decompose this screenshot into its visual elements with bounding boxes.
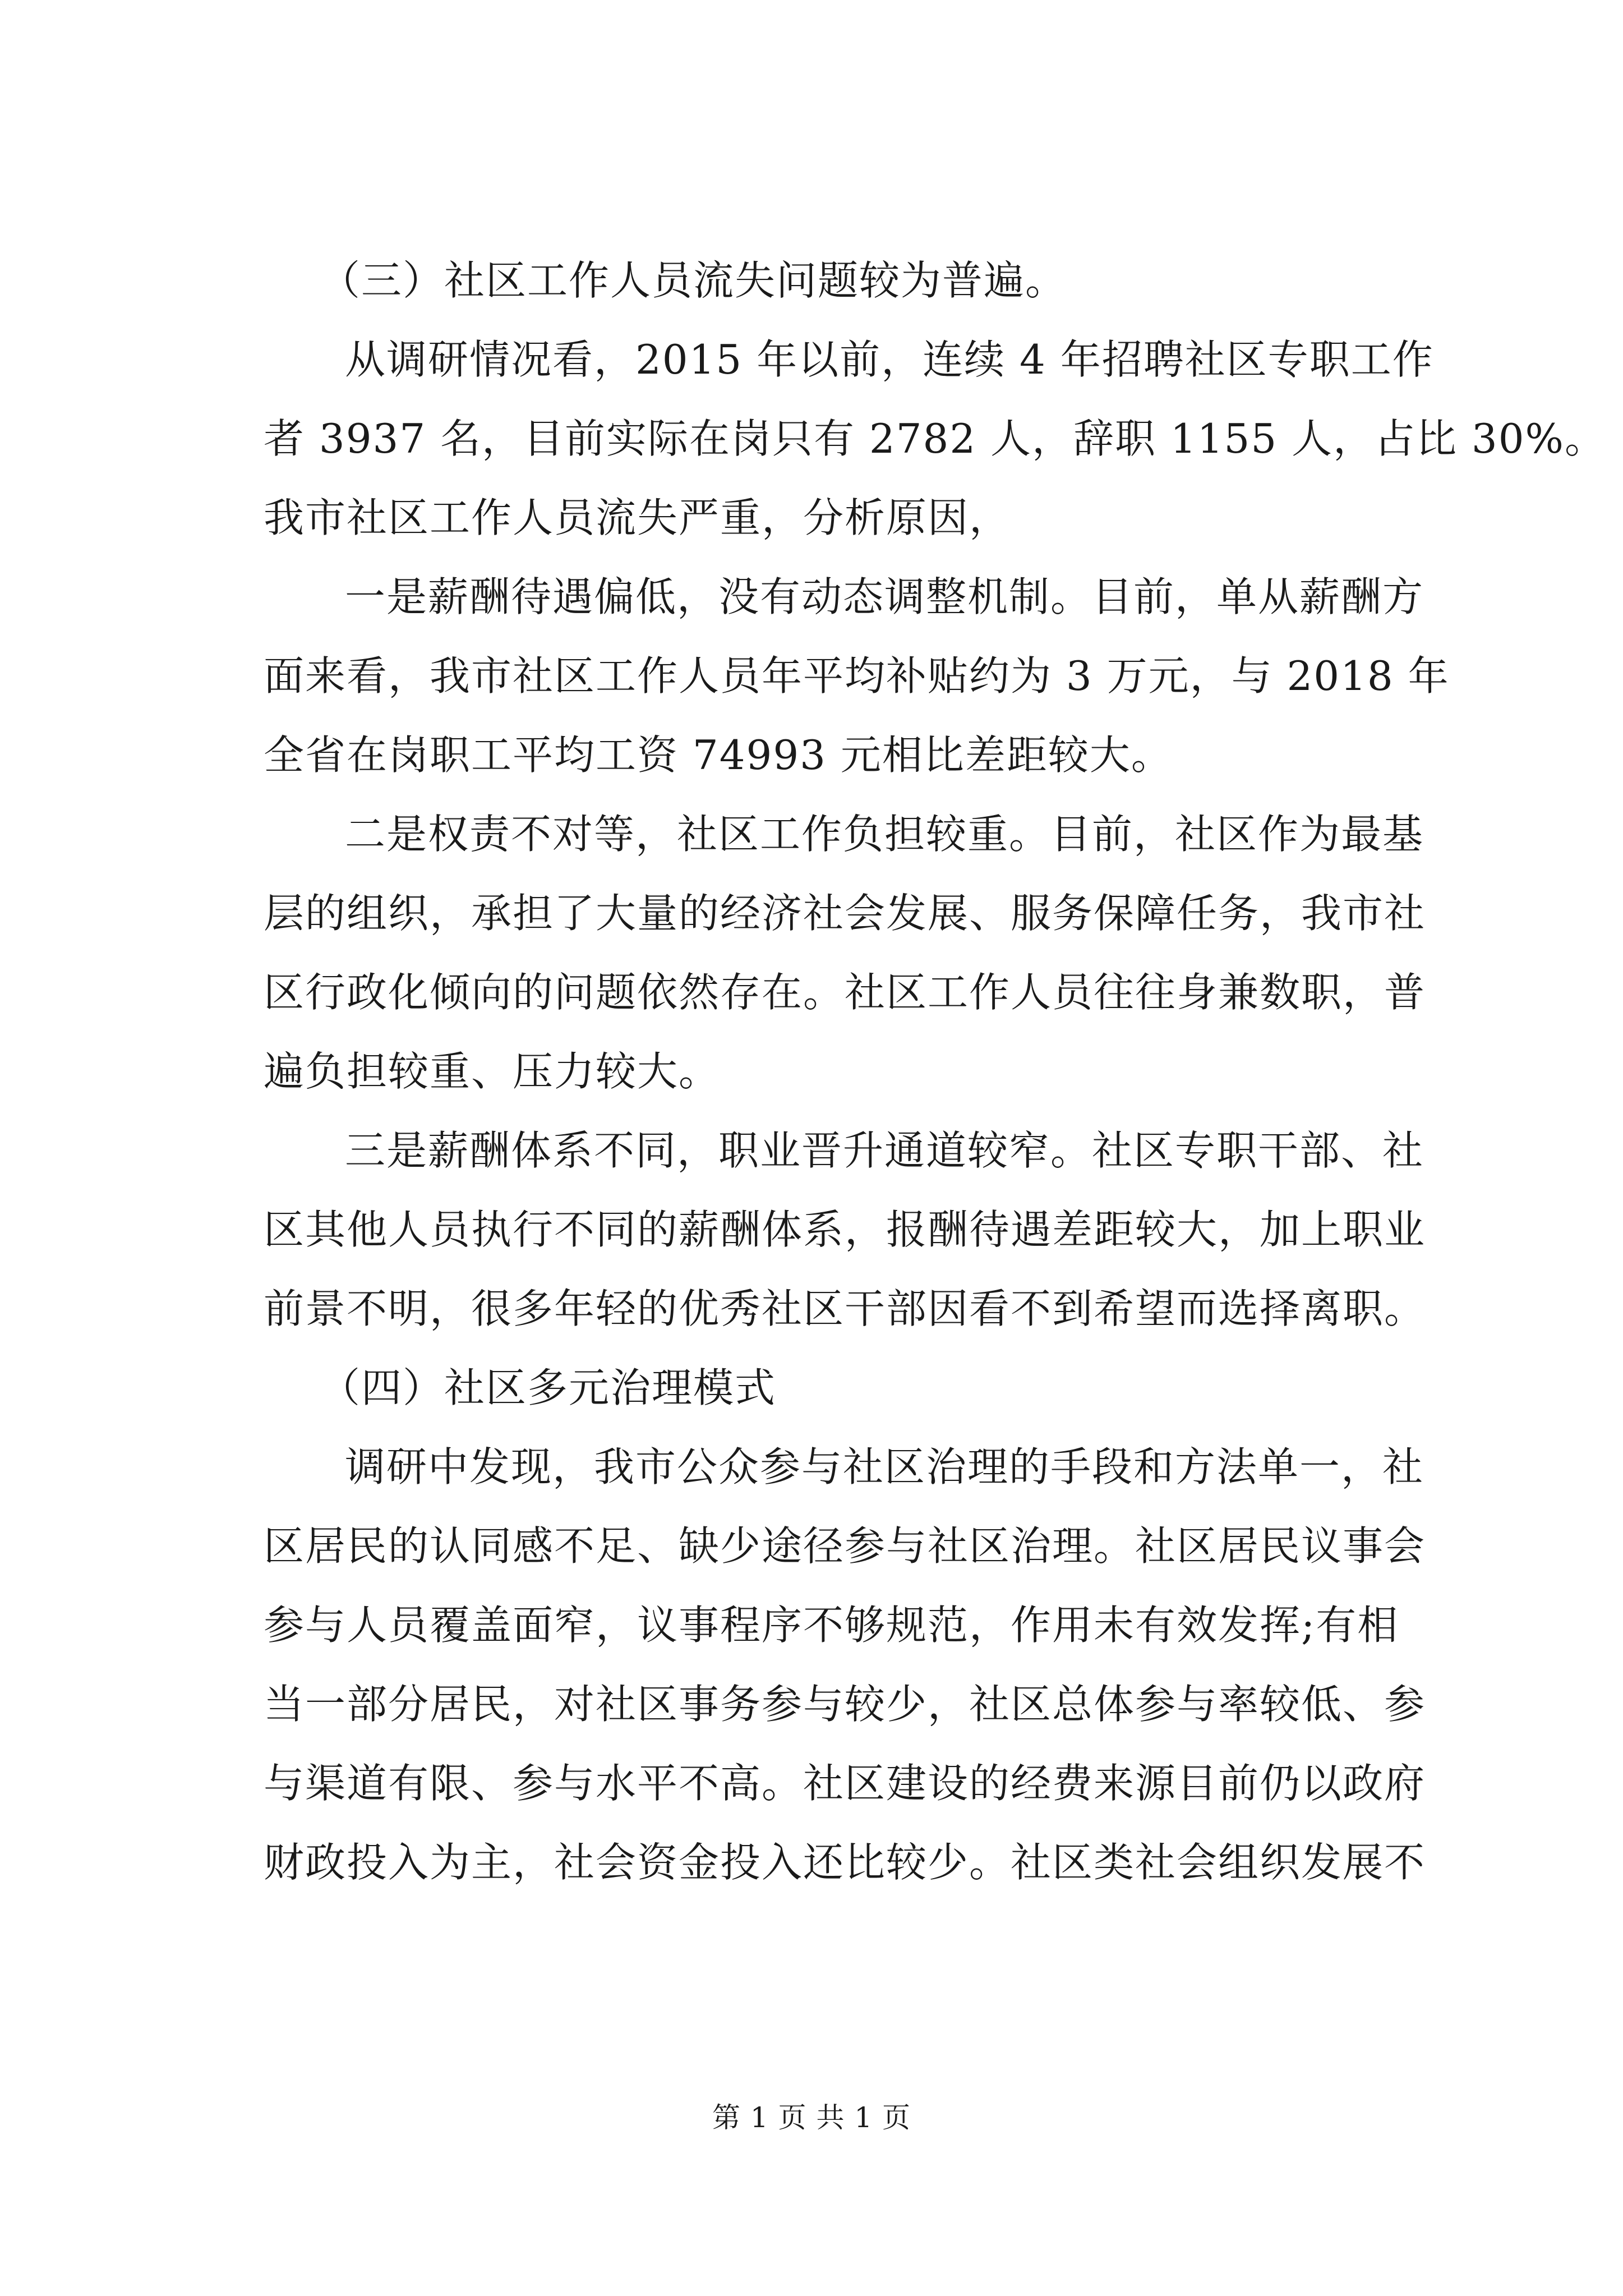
paragraph-line: 区其他人员执行不同的薪酬体系，报酬待遇差距较大，加上职业 — [264, 1206, 1426, 1253]
paragraph-line: 全省在岗职工平均工资 74993 元相比差距较大。 — [264, 731, 1173, 779]
paragraph-line: 与渠道有限、参与水平不高。社区建设的经费来源目前仍以政府 — [264, 1760, 1426, 1807]
paragraph-line: 面来看，我市社区工作人员年平均补贴约为 3 万元，与 2018 年 — [264, 652, 1450, 700]
document-body — [264, 241, 1606, 1902]
paragraph-line: 前景不明，很多年轻的优秀社区干部因看不到希望而选择离职。 — [264, 1285, 1426, 1332]
paragraph-line: 参与人员覆盖面窄，议事程序不够规范，作用未有效发挥;有相 — [264, 1602, 1399, 1649]
page-footer: 第 1 页 共 1 页 — [712, 2101, 911, 2134]
paragraph-line: 三是薪酬体系不同，职业晋升通道较窄。社区专职干部、社 — [345, 1127, 1424, 1174]
paragraph-line: 我市社区工作人员流失严重，分析原因， — [264, 494, 1011, 541]
paragraph-line: 遍负担较重、压力较大。 — [264, 1048, 721, 1095]
paragraph-line: 从调研情况看，2015 年以前，连续 4 年招聘社区专职工作 — [345, 336, 1434, 383]
paragraph-line: 区行政化倾向的问题依然存在。社区工作人员往往身兼数职，普 — [264, 969, 1426, 1016]
paragraph-line: 当一部分居民，对社区事务参与较少，社区总体参与率较低、参 — [264, 1681, 1426, 1728]
paragraph-line: 层的组织，承担了大量的经济社会发展、服务保障任务，我市社 — [264, 890, 1426, 937]
paragraph-line: 一是薪酬待遇偏低，没有动态调整机制。目前，单从薪酬方 — [345, 573, 1424, 620]
section-heading: （四）社区多元治理模式 — [320, 1364, 777, 1411]
paragraph-line: 区居民的认同感不足、缺少途径参与社区治理。社区居民议事会 — [264, 1522, 1426, 1570]
paragraph-line: 者 3937 名，目前实际在岗只有 2782 人，辞职 1155 人，占比 30%。 — [264, 415, 1606, 462]
section-heading: （三）社区工作人员流失问题较为普遍。 — [320, 257, 1067, 304]
paragraph-line: 调研中发现，我市公众参与社区治理的手段和方法单一，社 — [345, 1443, 1424, 1490]
paragraph-line: 财政投入为主，社会资金投入还比较少。社区类社会组织发展不 — [264, 1839, 1426, 1886]
paragraph-line: 二是权责不对等，社区工作负担较重。目前，社区作为最基 — [345, 811, 1424, 858]
